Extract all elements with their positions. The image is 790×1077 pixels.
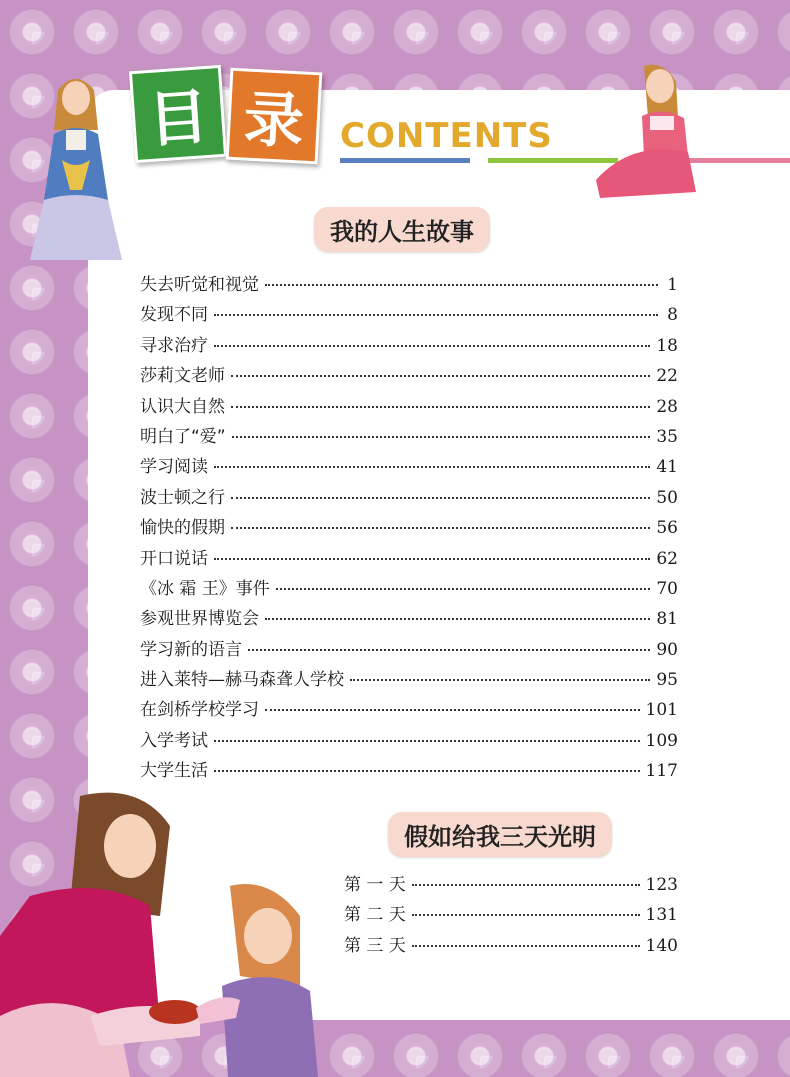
toc-item-page: 56	[656, 518, 678, 539]
dot-leader	[412, 884, 640, 886]
dot-leader	[265, 284, 658, 286]
title-tile-1: 目	[129, 65, 227, 163]
toc-item-title: 在剑桥学校学习	[140, 700, 259, 721]
toc-item-title: 寻求治疗	[140, 335, 208, 356]
dot-leader	[231, 406, 650, 408]
toc-item-page: 131	[645, 905, 678, 926]
toc-row[interactable]	[140, 604, 678, 634]
toc-item-title: 第 三 天	[344, 935, 406, 956]
toc-row[interactable]	[140, 635, 678, 665]
toc-item-title: 第 一 天	[344, 875, 406, 895]
toc-item-page: 22	[656, 366, 678, 387]
toc-row[interactable]	[140, 483, 678, 513]
toc-row[interactable]	[140, 300, 678, 330]
toc-row[interactable]	[140, 361, 678, 391]
dot-leader	[231, 375, 650, 377]
dot-leader	[214, 770, 640, 772]
toc-item-page: 117	[645, 761, 678, 782]
toc-row[interactable]	[140, 665, 678, 695]
toc-item-title: 学习新的语言	[140, 639, 242, 660]
toc-item-page: 62	[656, 548, 678, 569]
toc-section-2	[344, 870, 678, 961]
toc-row[interactable]	[344, 931, 678, 961]
toc-section-1	[140, 270, 678, 787]
toc-item-page: 35	[656, 426, 678, 447]
toc-item-page: 8	[667, 305, 678, 326]
dot-leader	[214, 740, 640, 742]
toc-row[interactable]	[140, 270, 678, 300]
toc-item-title: 发现不同	[140, 305, 208, 326]
dot-leader	[214, 345, 650, 347]
toc-row[interactable]	[140, 331, 678, 361]
toc-item-page: 41	[656, 457, 678, 478]
mother-and-girl-illustration	[0, 786, 320, 1077]
girl-blue-dress-illustration	[28, 70, 124, 262]
dot-leader	[231, 527, 650, 529]
toc-row[interactable]	[140, 452, 678, 482]
toc-item-title: 大学生活	[140, 761, 208, 782]
toc-item-title: 《冰 霜 王》事件	[140, 578, 270, 599]
toc-row[interactable]	[344, 870, 678, 900]
dot-leader	[412, 945, 640, 947]
toc-item-page: 1	[667, 275, 678, 295]
toc-item-title: 失去听觉和视觉	[140, 275, 259, 295]
toc-item-title: 第 二 天	[344, 905, 406, 926]
toc-row[interactable]	[140, 695, 678, 725]
toc-row[interactable]	[140, 513, 678, 543]
toc-row[interactable]	[140, 574, 678, 604]
toc-item-page: 90	[656, 639, 678, 660]
toc-item-title: 波士顿之行	[140, 487, 225, 508]
toc-item-title: 学习阅读	[140, 457, 208, 478]
toc-item-page: 140	[645, 935, 678, 956]
dot-leader	[265, 618, 650, 620]
toc-item-page: 123	[645, 875, 678, 895]
toc-item-title: 莎莉文老师	[140, 366, 225, 387]
toc-item-title: 进入莱特—赫马森聋人学校	[140, 670, 344, 691]
dot-leader	[214, 558, 650, 560]
toc-item-page: 50	[656, 487, 678, 508]
toc-row[interactable]	[140, 726, 678, 756]
toc-row[interactable]	[140, 392, 678, 422]
dot-leader	[248, 649, 650, 651]
section-heading-three-days-to-see: 假如给我三天光明	[388, 812, 612, 857]
dot-leader	[276, 588, 651, 590]
toc-item-page: 81	[656, 609, 678, 630]
dot-leader	[265, 709, 640, 711]
toc-item-title: 参观世界博览会	[140, 609, 259, 630]
toc-row[interactable]	[344, 900, 678, 930]
toc-item-page: 101	[645, 700, 678, 721]
section-heading-my-life-story: 我的人生故事	[314, 207, 490, 252]
toc-row[interactable]	[140, 756, 678, 786]
toc-item-page: 70	[656, 578, 678, 599]
toc-item-page: 109	[645, 730, 678, 751]
toc-item-page: 95	[656, 670, 678, 691]
toc-item-title: 开口说话	[140, 548, 208, 569]
toc-item-title: 认识大自然	[140, 396, 225, 417]
decor-bar-blue	[340, 158, 470, 163]
contents-subtitle: CONTENTS	[340, 116, 553, 156]
toc-item-page: 28	[656, 396, 678, 417]
toc-row[interactable]	[140, 422, 678, 452]
toc-item-title: 明白了“爱”	[140, 426, 226, 447]
toc-item-page: 18	[656, 335, 678, 356]
toc-item-title: 入学考试	[140, 730, 208, 751]
toc-row[interactable]	[140, 544, 678, 574]
dot-leader	[412, 914, 640, 916]
dot-leader	[232, 436, 651, 438]
dot-leader	[350, 679, 650, 681]
title-tile-2: 录	[226, 68, 323, 165]
dot-leader	[214, 466, 650, 468]
dot-leader	[214, 314, 658, 316]
dot-leader	[231, 497, 650, 499]
toc-item-title: 愉快的假期	[140, 518, 225, 539]
girl-pink-dress-seated-illustration	[592, 60, 702, 200]
